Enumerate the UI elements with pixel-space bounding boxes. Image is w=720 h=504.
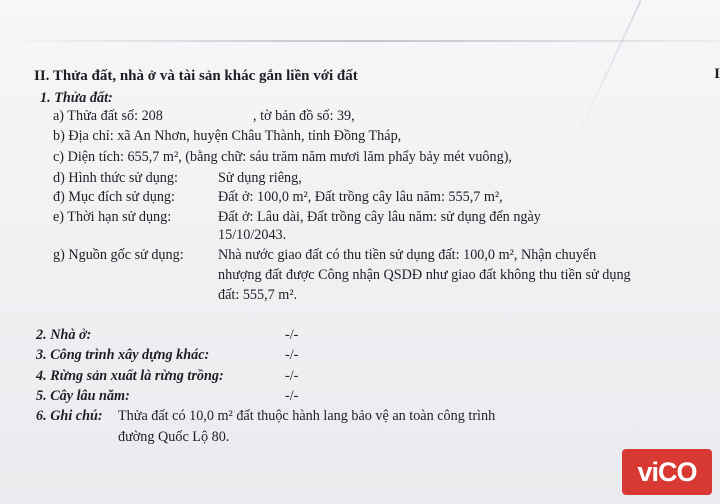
paper-fold-line (0, 40, 720, 42)
planted-forest-label: 4. Rừng sản xuất là rừng trồng: (36, 368, 224, 384)
paper-crease (572, 0, 641, 146)
origin-label: g) Nguồn gốc sử dụng: (53, 247, 184, 263)
address: b) Địa chỉ: xã An Nhơn, huyện Châu Thành, tỉnh Đồng Tháp, (53, 128, 402, 144)
watermark-logo (622, 449, 712, 495)
planted-forest-value: -/- (285, 368, 299, 384)
other-construction-value: -/- (285, 347, 299, 363)
house-label: 2. Nhà ở: (36, 327, 92, 343)
other-construction-label: 3. Công trình xây dựng khác: (36, 347, 210, 363)
parcel-number (53, 107, 355, 125)
house-value: -/- (285, 327, 299, 343)
usage-purpose-label: đ) Mục đích sử dụng: (53, 189, 175, 205)
note-label: 6. Ghi chú: (36, 408, 103, 424)
map-sheet-number: , tờ bản đồ số: 39, (253, 108, 355, 124)
usage-term-label: e) Thời hạn sử dụng: (53, 209, 172, 225)
origin-value-3: đất: 555,7 m². (218, 287, 298, 303)
area: c) Diện tích: 655,7 m², (bằng chữ: sáu trăm năm mươi lăm phẩy bảy mét vuông), (53, 149, 512, 165)
land-heading: 1. Thửa đất: (40, 90, 113, 106)
usage-purpose-value: Đất ở: 100,0 m², Đất trồng cây lâu năm: 555,7 m², (218, 189, 503, 205)
parcel-number-label: a) Thửa đất số: 208 (53, 108, 163, 124)
watermark-text: viCO (637, 456, 697, 487)
note-line-1: Thửa đất có 10,0 m² đất thuộc hành lang bảo vệ an toàn công trình (118, 408, 496, 424)
perennial-trees-label: 5. Cây lâu năm: (36, 388, 130, 404)
usage-form-value: Sử dụng riêng, (218, 170, 302, 186)
usage-term-value-1: Đất ở: Lâu dài, Đất trồng cây lâu năm: sử dụng đến ngày (218, 209, 541, 225)
usage-term-value-2: 15/10/2043. (218, 227, 287, 243)
edge-cut-text: I (714, 66, 720, 82)
origin-value-1: Nhà nước giao đất có thu tiền sử dụng đất: 100,0 m², Nhận chuyển (218, 247, 597, 263)
origin-value-2: nhượng đất được Công nhận QSDĐ như giao đất không thu tiền sử dụng (218, 267, 631, 283)
note-line-2: đường Quốc Lộ 80. (118, 429, 230, 445)
usage-form-label: d) Hình thức sử dụng: (53, 170, 178, 186)
perennial-trees-value: -/- (285, 388, 299, 404)
section-title: II. Thửa đất, nhà ở và tài sản khác gắn liền với đất (34, 68, 358, 84)
